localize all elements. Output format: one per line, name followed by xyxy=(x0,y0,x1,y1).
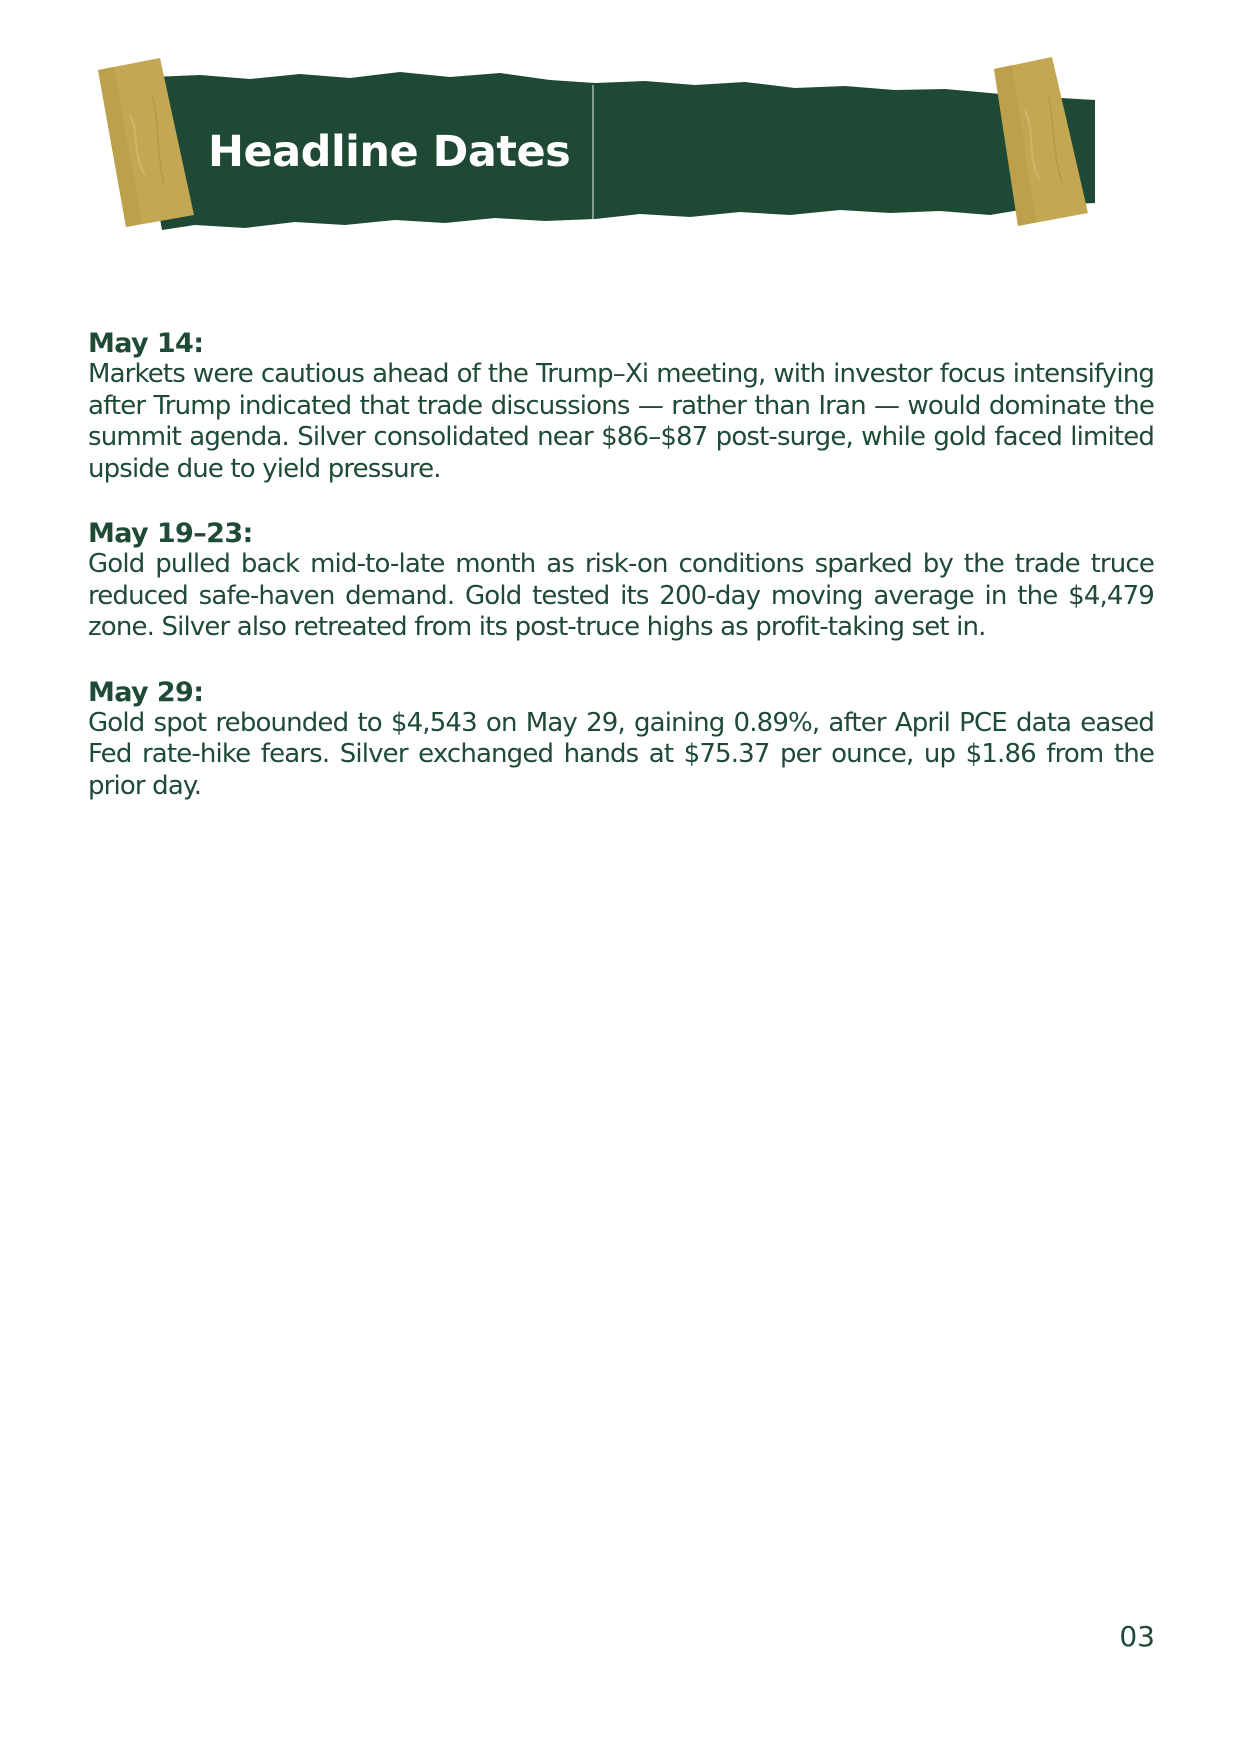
headline-banner xyxy=(90,55,1105,255)
entry-text: Gold pulled back mid-to-late month as risk-on conditions sparked by the trade truce reduced safe-haven demand. Gold tested its 200-day moving average in the $4,479 zone. Silver also retreated from its post-truce highs as profit-taking set in. xyxy=(88,549,1154,642)
entry-date: May 14: xyxy=(88,328,204,359)
entry-text: Gold spot rebounded to $4,543 on May 29, gaining 0.89%, after April PCE data eased Fed rate-hike fears. Silver exchanged hands at $75.37 per ounce, up $1.86 from the prior day. xyxy=(88,707,1154,801)
entry-date: May 19–23: xyxy=(88,518,253,549)
page-number: 03 xyxy=(1119,1620,1155,1653)
page-title: Headline Dates xyxy=(208,127,571,177)
entry-date: May 29: xyxy=(88,676,204,708)
entry-text: Markets were cautious ahead of the Trump–Xi meeting, with investor focus intensifying after Trump indicated that trade discussions — rather than Iran — would dominate the summit agenda. Silver consolidated near $86–$87 post-surge, while gold faced limited upside due to yield pressure. xyxy=(88,359,1154,484)
entry-may-19-23 xyxy=(88,518,1154,644)
entry-may-14 xyxy=(88,328,1154,485)
entry-may-29 xyxy=(88,677,1154,803)
entries-section xyxy=(88,328,1154,835)
